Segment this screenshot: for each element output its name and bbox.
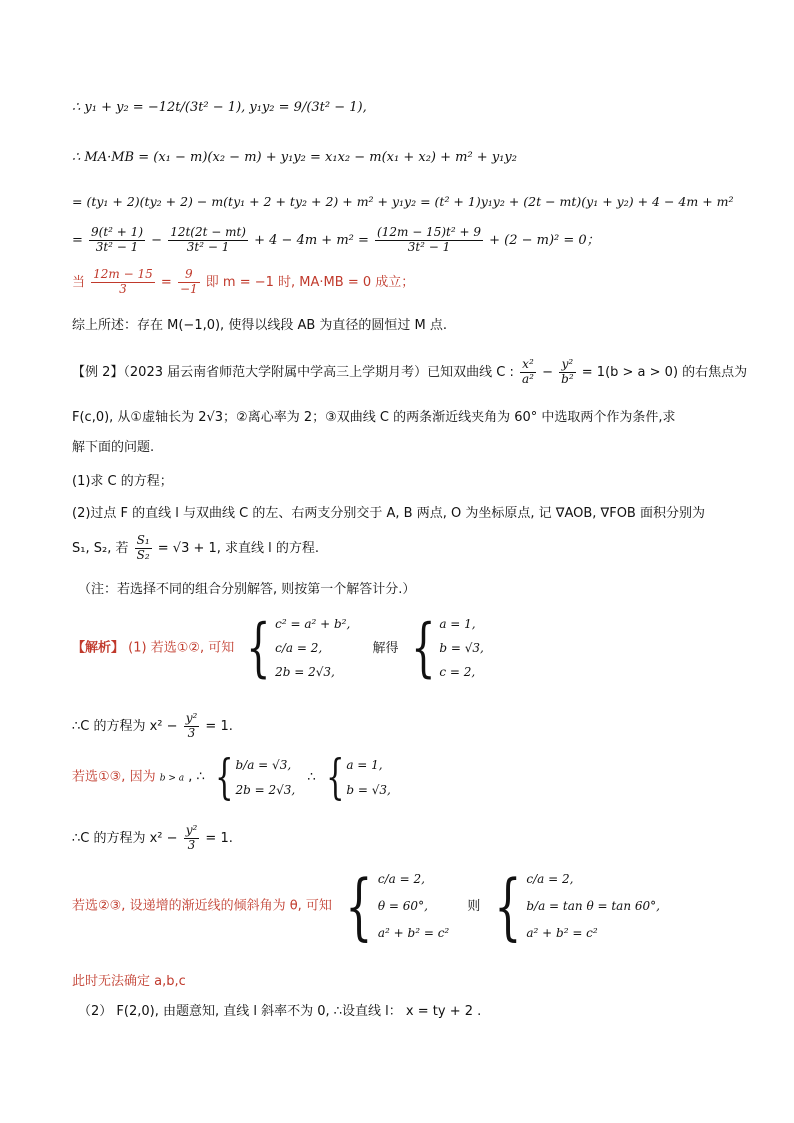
system-2: { a = 1, b = √3, c = 2, <box>410 611 484 685</box>
question-2-ratio: S₁, S₂, 若 $\frac{\text{S₁}}{\text{S₂}}$ = √3 + 1, 求直线 l 的方程. <box>72 533 320 562</box>
equation-result-1: ∴C 的方程为 x² − $\frac{\text{y²}}{3}$ = 1. <box>72 711 233 740</box>
condition-fraction-2: $\frac{9}{-1}$ <box>179 267 198 296</box>
solution-1: 【解析】 (1) 若选①②, 可知 { c² = a² + b², c/a = 2, 2b = 2√3, 解得 { a = 1, b = √3, c = 2, <box>72 611 484 685</box>
middle-terms: + 4 − 4m + m² = <box>254 232 369 248</box>
hyperbola-x-term: $\frac{\text{x²}}{\text{a²}}$ <box>521 357 534 386</box>
system-1: { c² = a² + b², c/a = 2, 2b = 2√3, <box>246 611 351 685</box>
solution-3: 若选②③, 设递增的渐近线的倾斜角为 θ, 可知 { c/a = 2, θ = 60°, a² + b² = c² 则 { c/a = 2, b/a = tan θ = tan 60°, a² + b² = c² <box>72 864 660 948</box>
line-simplify <box>72 226 600 255</box>
example-2-header: 【例 2】（2023 届云南省师范大学附属中学高三上学期月考）已知双曲线 C : $\frac{\text{x²}}{\text{a²}}$ − $\frac{\text{y²}}{\text{b²}}$ = 1(b > a > 0) 的右焦点为 <box>72 357 748 386</box>
hyperbola-y-term: $\frac{\text{y²}}{\text{b²}}$ <box>561 357 574 386</box>
line-substitution: = (ty₁ + 2)(ty₂ + 2) − m(ty₁ + 2 + ty₂ + 2) + m² + y₁y₂ = (t² + 1)y₁y₂ + (2t − mt)(y₁ + y₂) + 4 − 4m + m² <box>72 194 734 209</box>
question-2: (2)过点 F 的直线 l 与双曲线 C 的左、右两支分别交于 A, B 两点, O 为坐标原点, 记 ∇AOB, ∇FOB 面积分别为 <box>72 506 705 521</box>
analysis-label: 【解析】 <box>72 640 125 656</box>
note: （注：若选择不同的组合分别解答, 则按第一个解答计分.） <box>78 582 416 597</box>
solution-2: 若选①③, 因为 b > a , ∴ { b/a = √3, 2b = 2√3, ∴ { a = 1, b = √3, <box>72 749 391 805</box>
condition-fraction-1: $\frac{12m - 15}{3}$ <box>93 267 153 296</box>
undetermined-note: 此时无法确定 a,b,c <box>72 974 186 989</box>
solution-part-2: （2） F(2,0), 由题意知, 直线 l 斜率不为 0, ∴设直线 l： x = ty + 2 . <box>78 1004 482 1019</box>
fraction-1: $\frac{\text{9(t² + 1)}}{\text{3t² − 1}}$ <box>91 225 143 254</box>
system-5: { c/a = 2, θ = 60°, a² + b² = c² <box>345 864 450 948</box>
fraction-3: $\frac{\text{(12m − 15)t² + 9}}{\text{3t² − 1}}$ <box>377 225 481 254</box>
tail-terms: + (2 − m)² = 0； <box>489 232 600 248</box>
area-ratio: $\frac{\text{S₁}}{\text{S₂}}$ <box>136 533 150 562</box>
example-2-conditions: F(c,0), 从①虚轴长为 2√3；②离心率为 2；③双曲线 C 的两条渐近线夹角为 60° 中选取两个作为条件,求 <box>72 410 676 425</box>
eq-sign: = <box>72 232 83 248</box>
line-conclusion: 综上所述：存在 M(−1,0), 使得以线段 AB 为直径的圆恒过 M 点. <box>72 318 448 333</box>
system-4: { a = 1, b = √3, <box>325 749 391 805</box>
example-2-instruction: 解下面的问题. <box>72 440 155 455</box>
system-3: { b/a = √3, 2b = 2√3, <box>215 749 296 805</box>
line-dot-product-expand: ∴ MA·MB = (x₁ − m)(x₂ − m) + y₁y₂ = x₁x₂ − m(x₁ + x₂) + m² + y₁y₂ <box>72 150 517 165</box>
system-6: { c/a = 2, b/a = tan θ = tan 60°, a² + b² = c² <box>493 864 660 948</box>
line-sum-product: ∴ y₁ + y₂ = −12t/(3t² − 1), y₁y₂ = 9/(3t² − 1), <box>72 100 367 115</box>
minus-sign: − <box>151 232 163 248</box>
fraction-2: $\frac{12t(2t - mt)}{\text{3t² − 1}}$ <box>170 225 246 254</box>
equation-result-2: ∴C 的方程为 x² − $\frac{\text{y²}}{3}$ = 1. <box>72 823 233 852</box>
question-1: (1)求 C 的方程； <box>72 474 173 489</box>
line-condition: 当 $\frac{12m - 15}{3}$ = $\frac{9}{-1}$ 即 m = −1 时, MA·MB = 0 成立； <box>72 267 415 296</box>
